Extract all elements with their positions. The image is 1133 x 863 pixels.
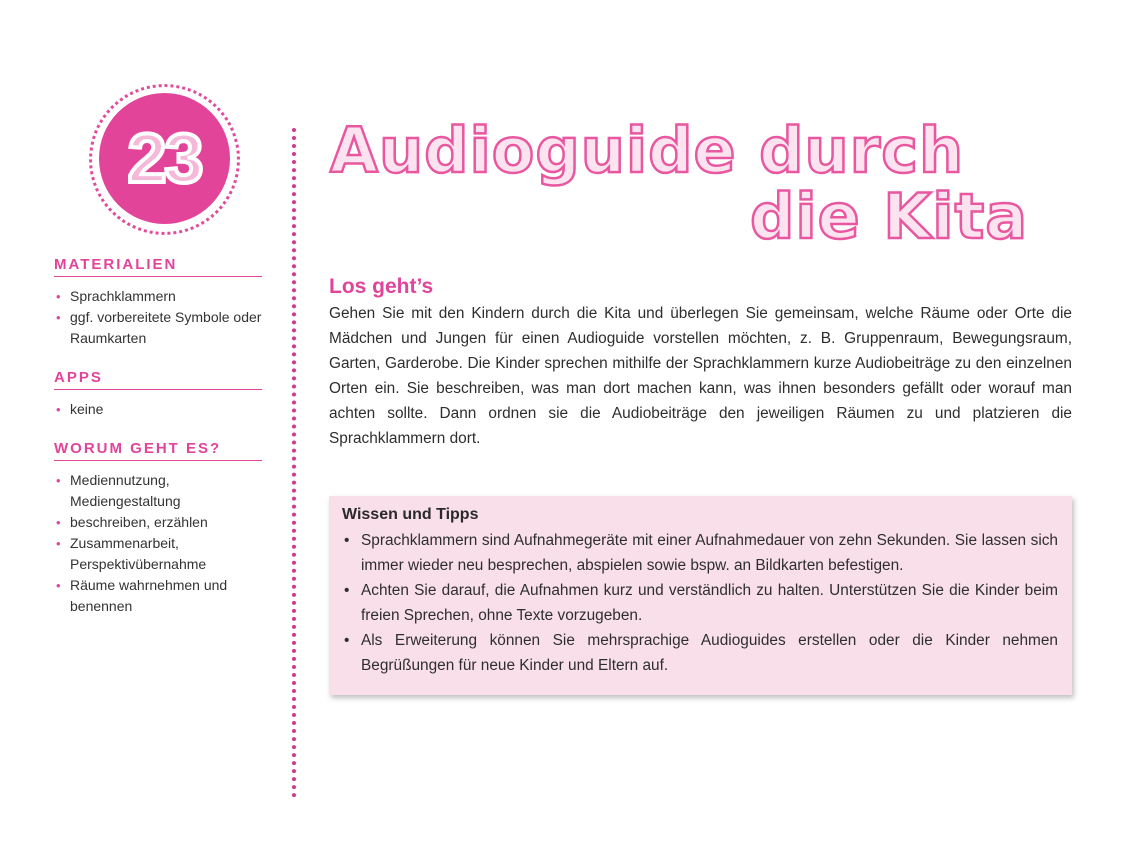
bullet-icon: • [56, 289, 61, 304]
bullet-icon: • [56, 536, 61, 551]
list-item: • Sprachklammern [54, 286, 262, 307]
section-heading: WORUM GEHT ES? [54, 440, 262, 461]
section-list [54, 470, 262, 617]
section-heading: MATERIALIEN [54, 256, 262, 277]
list-item: • Zusammenarbeit, Perspektivübernahme [56, 535, 207, 572]
dotted-divider [292, 128, 296, 798]
tips-heading: Wissen und Tipps [342, 506, 479, 523]
list-item: • Mediennutzung, Mediengestaltung [56, 472, 181, 509]
list-item: • ggf. vorbereitete Symbole oder Raumkarten [56, 309, 262, 346]
tip-item: • Sprachklammern sind Aufnahmegeräte mit einer Aufnahmedauer von zehn Sekunden. Sie lassen sich immer wieder neu besprechen, abspielen sowie bspw. an Bildkarten befestigen. [342, 528, 1058, 578]
section-list [54, 399, 262, 420]
section-heading: APPS [54, 369, 262, 390]
bullet-icon: • [56, 515, 61, 530]
tip-item: • Achten Sie darauf, die Aufnahmen kurz und verständlich zu halten. Unterstützen Sie die Kinder beim freien Sprechen, ohne Texte vorzugeben. [342, 578, 1058, 628]
section-materialien [54, 256, 262, 349]
bullet-icon: • [56, 578, 61, 593]
bullet-icon: • [56, 402, 61, 417]
body-paragraph: Gehen Sie mit den Kindern durch die Kita und überlegen Sie gemeinsam, welche Räume oder Orte die Mädchen und Jungen für einen Audioguide vorstellen möchten, z. B. Gruppenraum, Bewegungsraum, Garten, Garderobe. Die Kinder sprechen mithilfe der Sprachklammern kurze Audiobeiträge zu den einzelnen Orten ein. Sie beschreiben, was man dort machen kann, was ihnen besonders gefällt oder worauf man achten sollte. Dann ordnen sie die Audiobeiträge den jeweiligen Räumen zu und platzieren die Sprachklammern dort. [329, 305, 1072, 447]
bullet-icon: • [56, 310, 61, 325]
list-item: • Räume wahrnehmen und benennen [56, 577, 228, 614]
sidebar [54, 256, 262, 637]
tips-list [342, 528, 1058, 678]
tip-item: • Als Erweiterung können Sie mehrsprachige Audioguides erstellen oder die Kinder nehmen Begrüßungen für neue Kinder und Eltern auf. [342, 628, 1058, 678]
title-line-2: die Kita [750, 180, 1029, 253]
page-title [330, 114, 1030, 253]
main-content [329, 275, 1072, 451]
activity-number: 23 [127, 119, 202, 197]
bullet-icon: • [344, 582, 350, 599]
bullet-icon: • [344, 632, 350, 649]
section-subheading: Los geht’s [329, 275, 434, 298]
bullet-icon: • [344, 532, 350, 549]
section-apps [54, 369, 262, 420]
list-item: • beschreiben, erzählen [54, 512, 262, 533]
list-item: • keine [54, 399, 262, 420]
section-list [54, 286, 262, 349]
title-line-1: Audioguide durch [330, 114, 965, 187]
bullet-icon: • [56, 473, 61, 488]
section-worum-geht-es [54, 440, 262, 617]
tips-box [329, 496, 1072, 695]
